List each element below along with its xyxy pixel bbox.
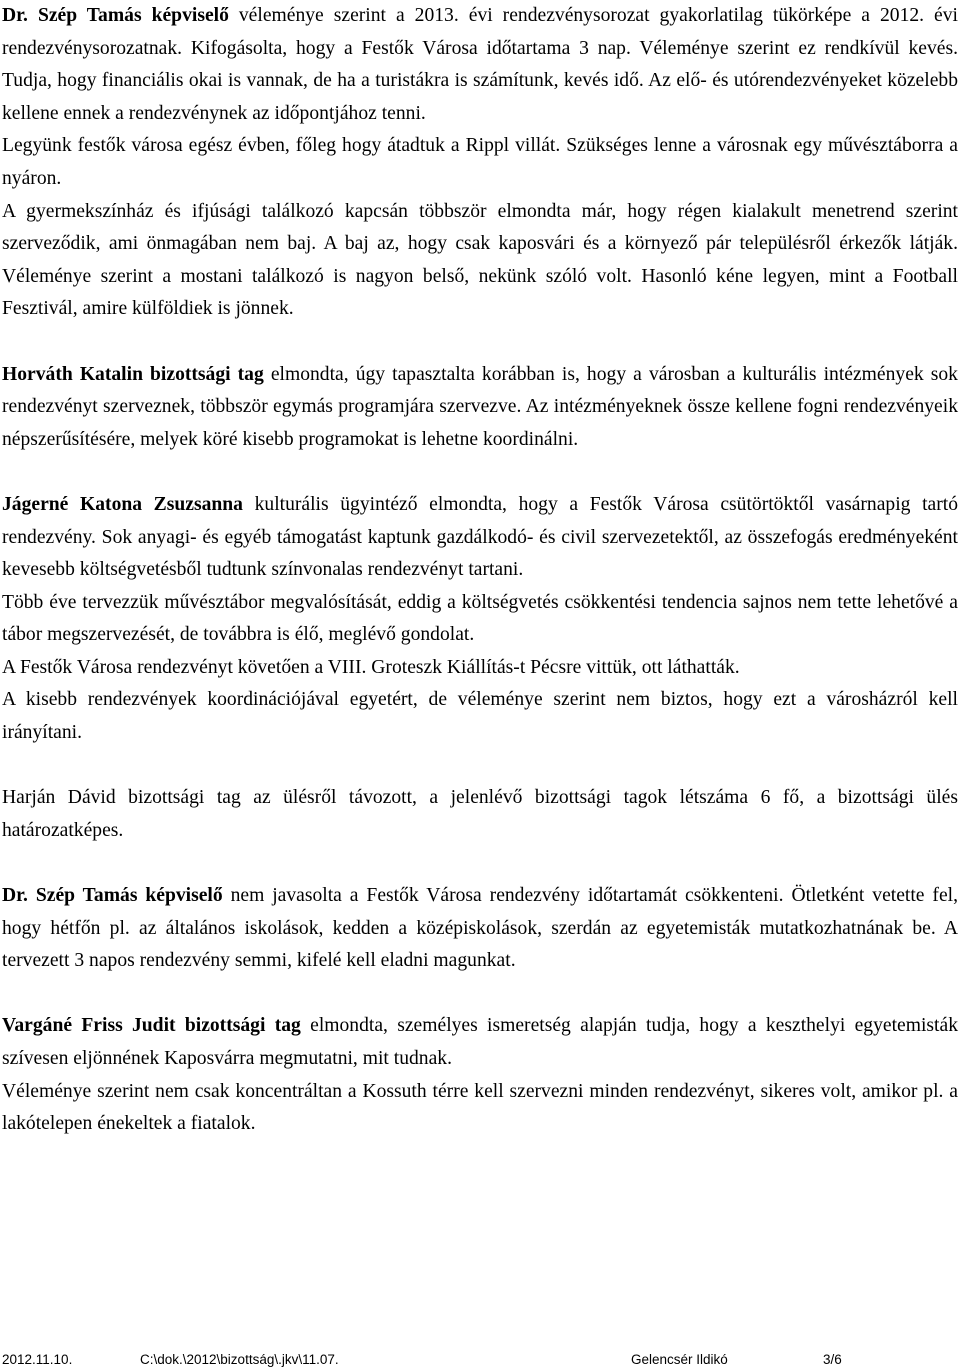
footer-file-path: C:\dok.\2012\bizottság\.jkv\11.07. bbox=[140, 1352, 339, 1367]
paragraph bbox=[2, 587, 958, 652]
page-footer bbox=[2, 1351, 952, 1369]
paragraph bbox=[2, 1076, 958, 1141]
speaker-name: Dr. Szép Tamás képviselő bbox=[2, 5, 229, 26]
paragraph bbox=[2, 1010, 958, 1075]
paragraph-text: nem javasolta a Festők Városa rendezvény időtartamát csökkenteni. Ötletként vetette fel, hogy hétfőn pl. az általános iskolások, kedden a középiskolások, szerdán az egyetemisták mutatkozhatnának be. A tervezett 3 napos rendezvény semmi, kifelé kell eladni magunkat. bbox=[2, 885, 958, 972]
paragraph-spacer bbox=[2, 847, 958, 880]
paragraph-text: Véleménye szerint nem csak koncentráltan a Kossuth térre kell szervezni minden rendezvényt, sikeres volt, amikor pl. a lakótelepen énekeltek a fiatalok. bbox=[2, 1080, 958, 1135]
speaker-name: Horváth Katalin bizottsági tag bbox=[2, 363, 264, 385]
paragraph-text: Legyünk festők városa egész évben, főleg hogy átadtuk a Rippl villát. Szükséges lenne a városnak egy művésztáborra a nyáron. bbox=[2, 135, 958, 189]
paragraph-text: A gyermekszínház és ifjúsági találkozó kapcsán többször elmondta már, hogy régen kialakult menetrend szerint szerveződik, ami önmagában nem baj. A baj az, hogy csak kaposvári és a környező pár településről érkezők látják. Véleménye szerint a mostani találkozó is nagyon belső, nekünk szóló volt. Hasonló kéne legyen, mint a Football Fesztivál, amire külföldiek is jönnek. bbox=[2, 200, 958, 320]
paragraph-text: elmondta, személyes ismeretség alapján tudja, hogy a keszthelyi egyetemisták szívesen eljönnének Kaposvárra megmutatni, mit tudnak. bbox=[2, 1015, 958, 1069]
paragraph bbox=[2, 489, 958, 587]
footer-page-number: 3/6 bbox=[823, 1352, 842, 1367]
speaker-name: Dr. Szép Tamás képviselő bbox=[2, 885, 223, 907]
paragraph bbox=[2, 0, 958, 130]
paragraph-text: kulturális ügyintéző elmondta, hogy a Festők Városa csütörtöktől vasárnapig tartó rendezvény. Sok anyagi- és egyéb támogatást kaptunk gazdálkodó- és civil szervezetektől, az összefogás eredményeként kevesebb költségvetésből tudtunk színvonalas rendezvényt tartani. bbox=[2, 493, 958, 581]
paragraph bbox=[2, 130, 958, 195]
speaker-name: Vargáné Friss Judit bizottsági tag bbox=[2, 1015, 301, 1037]
paragraph-spacer bbox=[2, 750, 958, 783]
paragraph-spacer bbox=[2, 456, 958, 489]
paragraph bbox=[2, 196, 958, 326]
paragraph bbox=[2, 782, 958, 847]
paragraph-text: Harján Dávid bizottsági tag az ülésről távozott, a jelenlévő bizottsági tagok létszáma 6 fő, a bizottsági ülés határozatképes. bbox=[2, 787, 958, 841]
paragraph-spacer bbox=[2, 326, 958, 359]
speaker-name: Jágerné Katona Zsuzsanna bbox=[2, 493, 243, 515]
document-body bbox=[2, 0, 958, 1141]
paragraph-text: Több éve tervezzük művésztábor megvalósítását, eddig a költségvetés csökkentési tendencia sajnos nem tette lehetővé a tábor megszervezését, de továbbra is élő, meglévő gondolat. bbox=[2, 591, 958, 646]
paragraph bbox=[2, 652, 958, 685]
paragraph bbox=[2, 684, 958, 749]
footer-author: Gelencsér Ildikó bbox=[631, 1352, 728, 1367]
paragraph bbox=[2, 359, 958, 457]
paragraph-text: elmondta, úgy tapasztalta korábban is, hogy a városban a kulturális intézmények sok rendezvényt szerveznek, többször egymás programjára szervezve. Az intézményeknek össze kellene fogni rendezvényeik népszerűsítésére, melyek köré kisebb programokat is lehetne koordinálni. bbox=[2, 363, 958, 450]
paragraph-spacer bbox=[2, 978, 958, 1011]
footer-date: 2012.11.10. bbox=[2, 1352, 73, 1367]
paragraph bbox=[2, 880, 958, 978]
paragraph-text: véleménye szerint a 2013. évi rendezvénysorozat gyakorlatilag tükörképe a 2012. évi rendezvénysorozatnak. Kifogásolta, hogy a Festők Városa időtartama 3 nap. Véleménye szerint ez rendkívül kevés. Tudja, hogy financiális okai is vannak, de ha a turistákra is számítunk, kevés idő. Az elő- és utórendezvényeket közelebb kellene ennek a rendezvénynek az időpontjához tenni. bbox=[2, 5, 958, 124]
paragraph-text: A kisebb rendezvények koordinációjával egyetért, de véleménye szerint nem biztos, hogy ezt a városházról kell irányítani. bbox=[2, 689, 958, 744]
paragraph-text: A Festők Városa rendezvényt követően a VIII. Groteszk Kiállítás-t Pécsre vittük, ott láthatták. bbox=[2, 656, 740, 678]
